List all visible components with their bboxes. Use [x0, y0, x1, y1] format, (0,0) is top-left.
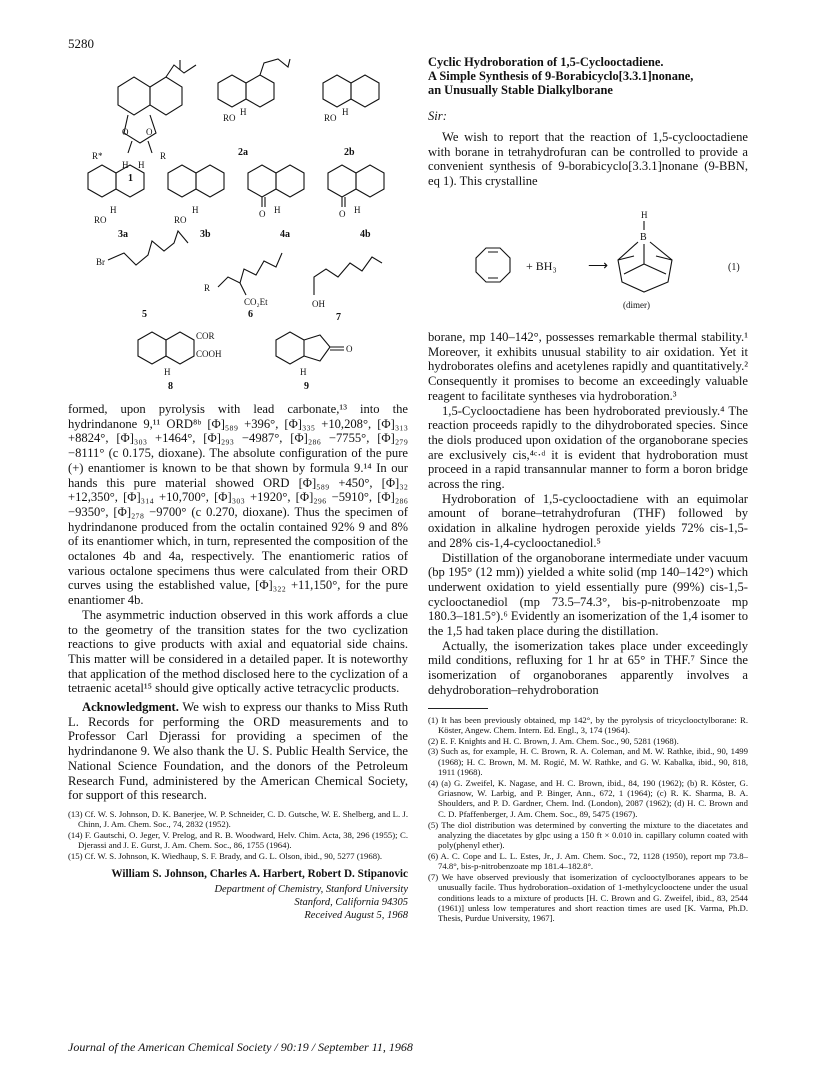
- structure-4a: [248, 165, 304, 219]
- reaction-scheme-eq1: [428, 208, 748, 323]
- svg-text:H: H: [240, 107, 247, 117]
- footnote-3: (3) Such as, for example, H. C. Brown, R. A. Coleman, and M. W. Rathke, ibid., 90, 1499 (1968); H. C. Brown, M. M. Rogić, M. W. Rathke, and G. W. Kabalka, ibid., 90, 818, 1911 (1968).: [428, 746, 748, 778]
- authors: William S. Johnson, Charles A. Harbert, Robert D. Stipanovic: [111, 868, 408, 881]
- structure-2b: [323, 75, 379, 123]
- article-title-line-3: an Unusually Stable Dialkylborane: [428, 83, 613, 97]
- received-date: Received August 5, 1968: [304, 910, 408, 922]
- svg-text:O: O: [346, 344, 353, 354]
- svg-text:H: H: [641, 210, 648, 220]
- svg-text:RO: RO: [94, 215, 107, 225]
- label-4b: 4b: [360, 229, 371, 240]
- svg-text:COOH: COOH: [196, 349, 222, 359]
- right-paragraph-4: Hydroboration of 1,5-cyclooctadiene with an equimolar amount of borane–tetrahydrofuran (THF) followed by oxidation in alkaline hydrogen peroxide yields 72% cis-1,5- and 28% cis-1,4-cyclooctanediol.⁵: [428, 491, 748, 550]
- label-1: 1: [128, 173, 133, 184]
- svg-text:RO: RO: [324, 113, 337, 123]
- svg-text:H: H: [354, 205, 361, 215]
- svg-text:O: O: [339, 209, 346, 219]
- footnote-4: (4) (a) G. Zweifel, K. Nagase, and H. C. Brown, ibid., 84, 190 (1962); (b) R. Köster, G. Griasnow, W. Larbig, and P. Binger, Ann., 672, 1 (1964); (c) R. K. Sharma, B. A. Shoulders, and P. D. Gardner, Chem. Ind. (London), 2087 (1962); (d) H. C. Brown and C. D. Pfaffenberger, J. Am. Chem. Soc., 89, 5475 (1967).: [428, 777, 748, 819]
- affiliation-1: Department of Chemistry, Stanford University: [214, 884, 408, 896]
- cyclooctadiene-structure: [476, 248, 510, 282]
- label-7: 7: [336, 312, 341, 323]
- structure-4b: [328, 165, 384, 219]
- svg-text:O: O: [259, 209, 266, 219]
- svg-text:B: B: [640, 232, 647, 243]
- left-footnotes: [68, 809, 408, 861]
- svg-text:H: H: [110, 205, 117, 215]
- svg-text:R: R: [204, 283, 211, 293]
- label-8: 8: [168, 381, 173, 392]
- article-title-line-2: A Simple Synthesis of 9-Borabicyclo[3.3.1]nonane,: [428, 69, 694, 83]
- svg-text:RO: RO: [223, 113, 236, 123]
- affiliation-2: Stanford, California 94305: [294, 897, 408, 909]
- footnote-6: (6) A. C. Cope and L. L. Estes, Jr., J. Am. Chem. Soc., 72, 1128 (1950), report mp 73.8–74.8°, bis-p-nitrobenzoate mp 181.4–182.8°.: [428, 850, 748, 872]
- left-paragraph-1: formed, upon pyrolysis with lead carbonate,¹³ into the hydrindanone 9,¹¹ ORD⁸ᵇ [Φ]₅₈₉ +396°, [Φ]₃₃₅ +10,208°, [Φ]₃₁₃ +8824°, [Φ]₃₀₃ +1464°, [Φ]₂₉₃ −4987°, [Φ]₂₈₆ −7755°, [Φ]₂₇₉ −8111° (c 0.175, dioxane). The absolute configuration of the pure (+) enantiomer is known to be that shown by formula 9.¹⁴ In our hands this pure material showed ORD [Φ]₅₈₉ +450°, [Φ]₃₂ +12,350°, [Φ]₃₁₄ +10,700°, [Φ]₃₀₃ +1920°, [Φ]₂₉₆ −5910°, [Φ]₂₈₆ −9350°, [Φ]₂₇₈ −9700° (c 0.270, dioxane). Thus the specimen of hydrindanone produced from the octalin contained 92% 9 and 8% of its enantiomer which, in turn, represented the composition of the octalones 4b and 4a, respectively. The enantiomeric ratios of various octalone specimens thus were calculated from their ORD curves using the established value, [Φ]₃₂₂ +11,150°, for the pure enantiomer 4b.: [68, 402, 408, 608]
- footnote-14: (14) F. Gautschi, O. Jeger, V. Prelog, and R. B. Woodward, Helv. Chim. Acta, 38, 296 (1955); C. Djerassi and J. E. Gurst, J. Am. Chem. Soc., 86, 1755 (1964).: [68, 830, 408, 851]
- svg-text:H: H: [192, 205, 199, 215]
- svg-text:H: H: [164, 367, 171, 377]
- equation-number: (1): [728, 262, 740, 273]
- chemical-structures-figure: [68, 55, 413, 395]
- label-9: 9: [304, 381, 309, 392]
- footnote-13: (13) Cf. W. S. Johnson, D. K. Banerjee, W. P. Schneider, C. D. Gutsche, W. E. Shelberg, and L. J. Chinn, J. Am. Chem. Soc., 74, 2832 (1952).: [68, 808, 408, 830]
- right-footnotes: [428, 715, 748, 924]
- svg-text:RO: RO: [174, 215, 187, 225]
- label-5: 5: [142, 309, 147, 320]
- footnote-1: (1) It has been previously obtained, mp 142°, by the pyrolysis of tricyclooctylborane: R. Köster, Angew. Chem. Intern. Ed. Engl., 3, 174 (1964).: [428, 714, 748, 735]
- svg-text:H: H: [138, 160, 145, 170]
- structure-1: [92, 60, 196, 170]
- right-column-lower: [428, 330, 748, 924]
- svg-text:R*: R*: [92, 151, 103, 161]
- o-label: O: [122, 127, 129, 137]
- left-column: [68, 402, 408, 922]
- footnote-rule: [428, 708, 488, 709]
- svg-text:OH: OH: [312, 299, 325, 309]
- structure-8: [138, 331, 222, 377]
- journal-footer: Journal of the American Chemical Society / 90:19 / September 11, 1968: [68, 1040, 413, 1054]
- salutation: Sir:: [428, 109, 447, 123]
- 9-bbn-structure: [618, 210, 672, 292]
- svg-text:H: H: [122, 160, 129, 170]
- right-paragraph-1: We wish to report that the reaction of 1,5-cyclooctadiene with borane in tetrahydrofuran can be controlled to provide a convenient synthesis of 9-borabicyclo[3.3.1]nonane (9-BBN, eq 1). This crystalline: [428, 130, 748, 189]
- structure-9: [276, 332, 353, 377]
- bh3-reagent: + BH₃: [526, 259, 557, 273]
- svg-text:Br: Br: [96, 257, 105, 267]
- right-paragraph-3: 1,5-Cyclooctadiene has been hydroborated previously.⁴ The reaction proceeds rapidly to the dihydroborated species. Since the diols produced upon oxidation of the organoborane species are exclusively cis,⁴ᶜ·ᵈ it is evident that hydroboration must proceed in a rapid transannular manner to form a boron bridge across the ring.: [428, 403, 748, 492]
- label-6: 6: [248, 309, 253, 320]
- right-paragraph-5: Distillation of the organoborane intermediate under vacuum (bp 195° (12 mm)) yielded a white solid (mp 140–142°) which underwent oxidation to yield essentially pure (99%) cis-1,5-cyclooctanediol (mp 73.5–74.3°, bis-p-nitrobenzoate mp 180.3–181.5°).⁶ Evidently an isomerization of the 1,4 isomer to the 1,5 had taken place during the distillation.: [428, 550, 749, 639]
- structure-3b: [168, 165, 224, 225]
- ack-label: Acknowledgment.: [82, 700, 179, 715]
- page-number: 5280: [68, 36, 94, 51]
- svg-text:O: O: [146, 127, 153, 137]
- right-paragraph-2: borane, mp 140–142°, possesses remarkable thermal stability.¹ Moreover, it exhibits unusual stability to air oxidation. Yet it hydroborates olefins and acetylenes rapidly and quantitatively.² Consequently it promises to become an exceedingly valuable reagent to facilitate syntheses via hydroboration.³: [428, 330, 748, 403]
- label-2b: 2b: [344, 147, 355, 158]
- svg-text:CO₂Et: CO₂Et: [244, 297, 268, 307]
- footnote-15: (15) Cf. W. S. Johnson, K. Wiedhaup, S. F. Brady, and G. L. Olson, ibid., 90, 5277 (1968).: [68, 851, 383, 862]
- structure-6: [204, 253, 282, 307]
- footnote-2: (2) E. F. Knights and H. C. Brown, J. Am. Chem. Soc., 90, 5281 (1968).: [428, 735, 679, 746]
- article-title-line-1: Cyclic Hydroboration of 1,5-Cyclooctadiene.: [428, 55, 664, 69]
- svg-text:COR: COR: [196, 331, 215, 341]
- footnote-5: (5) The diol distribution was determined by converting the mixture to the diacetates and analyzing the diacetates by glpc using a 150 ft × 0.010 in. capillary column coated with poly(phenyl ether).: [428, 819, 748, 851]
- dimer-label: (dimer): [623, 300, 650, 310]
- structure-7: [312, 257, 382, 309]
- reaction-arrow: ⟶: [588, 259, 609, 274]
- acknowledgment: [68, 700, 408, 803]
- label-2a: 2a: [238, 147, 248, 158]
- right-column: [428, 55, 748, 189]
- right-paragraph-6: Actually, the isomerization takes place under exceedingly mild conditions, refluxing for 1 hr at 65° in THF.⁷ Since the isomerization of organoboranes apparently involves a dehydroboration–rehydroboration: [428, 638, 748, 697]
- label-3b: 3b: [200, 229, 211, 240]
- footnote-7: (7) We have observed previously that isomerization of cyclooctylboranes appears to be unusually facile. Thus hydroboration–oxidation of 1-methylcyclooctene under the usual conditions leads to a mixture of products [H. C. Brown and G. Zweifel, ibid., 83, 2544 (1961)] unless low temperatures and short reaction times are used [K. Varma, Ph.D. Thesis, Purdue University, 1967].: [428, 872, 748, 924]
- svg-text:H: H: [274, 205, 281, 215]
- svg-text:R: R: [160, 151, 167, 161]
- label-3a: 3a: [118, 229, 128, 240]
- svg-text:H: H: [342, 107, 349, 117]
- ack-text: We wish to express our thanks to Miss Ruth L. Records for performing the ORD measurements and to Professor Carl Djerassi for providing a specimen of the hydrindanone 9. We also thank the U. S. Public Health Service, the National Science Foundation, and the donors of the Petroleum Research Fund, administered by the American Chemical Society, for support of this research.: [68, 700, 409, 803]
- structure-5: [96, 231, 188, 267]
- structure-3a: [88, 165, 144, 225]
- svg-text:H: H: [300, 367, 307, 377]
- structure-2a: [218, 59, 290, 123]
- left-paragraph-2: The asymmetric induction observed in this work affords a clue to the geometry of the transition states for the two cyclization reactions to give products with axial and equatorial side chains. This matter will be considered in a detailed paper. It is noteworthy that application of the method disclosed here to the cyclization of a tetraenic acetal¹⁵ should give optically active tetracyclic products.: [68, 607, 408, 696]
- label-4a: 4a: [280, 229, 290, 240]
